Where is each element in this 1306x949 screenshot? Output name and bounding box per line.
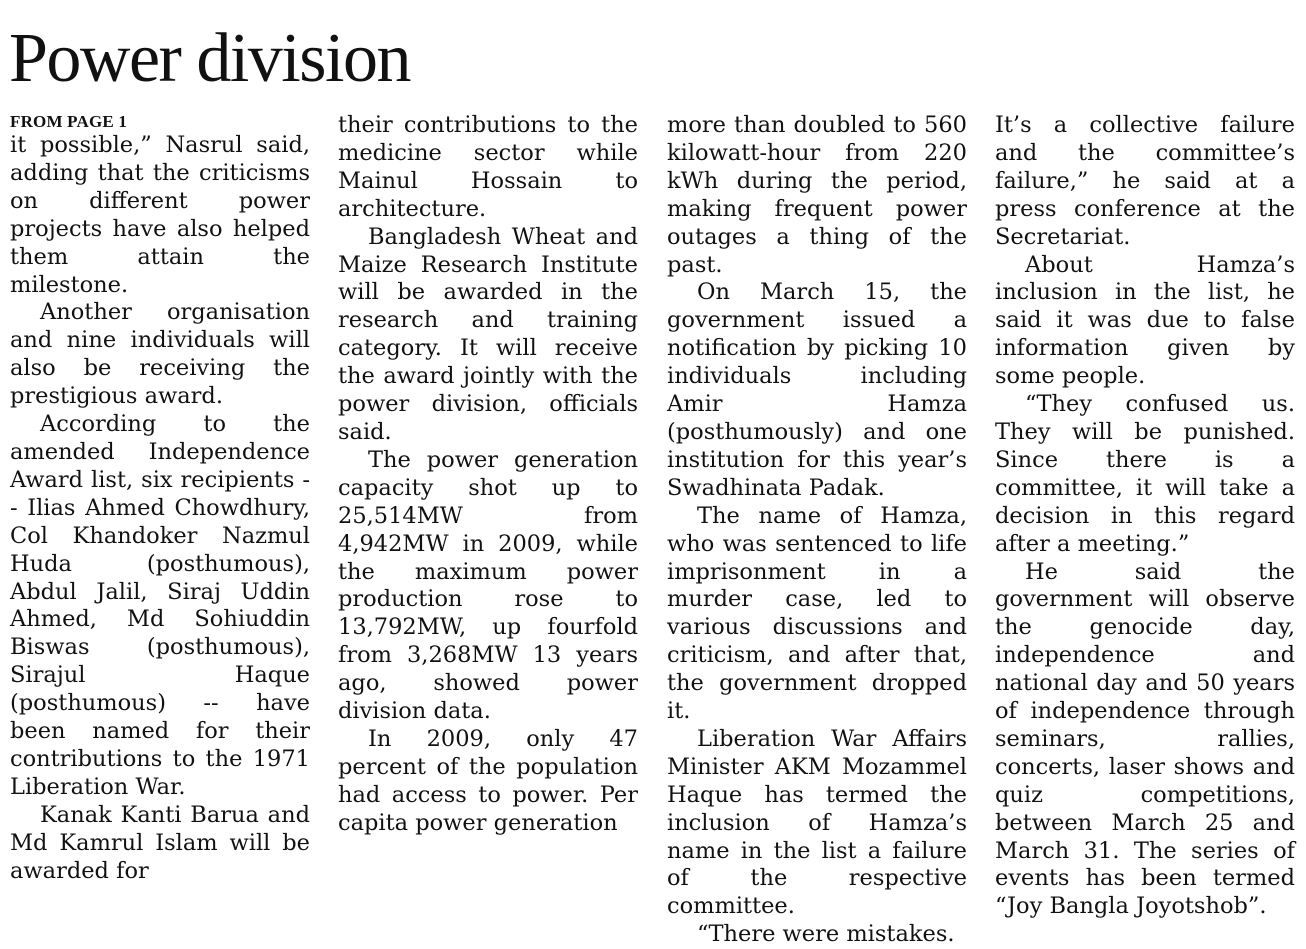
article-column-1: [10, 112, 310, 885]
paragraph: Kanak Kanti Barua and Md Kamrul Islam will be awarded for: [10, 801, 310, 884]
paragraph: it possible,” Nasrul said, adding that the criticisms on different power projects have also helped them attain the milestone.: [10, 132, 310, 298]
paragraph: He said the government will observe the genocide day, independence and national day and 50 years of independence through seminars, rallies, concerts, laser shows and quiz competitions, between March 25 and March 31. The series of events has been termed “Joy Bangla Joyotshob”.: [995, 558, 1295, 920]
paragraph: It’s a collective failure and the committee’s failure,” he said at a press conference at the Secretariat.: [995, 112, 1295, 250]
paragraph: “They confused us. They will be punished. Since there is a committee, it will take a decision in this regard after a meeting.”: [995, 391, 1295, 557]
article-column-2: [338, 112, 638, 838]
paragraph: According to the amended Independence Award list, six recipients -- Ilias Ahmed Chowdhury, Col Khandoker Nazmul Huda (posthumous), Abdul Jalil, Siraj Uddin Ahmed, Md Sohiuddin Biswas (posthumous), Sirajul Haque (posthumous) -- have been named for their contributions to the 1971 Liberation War.: [10, 411, 310, 800]
paragraph: The name of Hamza, who was sentenced to life imprisonment in a murder case, led to various discussions and criticism, and after that, the government dropped it.: [667, 502, 967, 725]
article-column-4: [995, 112, 1295, 921]
paragraph: Bangladesh Wheat and Maize Research Institute will be awarded in the research and training category. It will receive the award jointly with the power division, officials said.: [338, 223, 638, 445]
paragraph: The power generation capacity shot up to 25,514MW from 4,942MW in 2009, while the maximum power production rose to 13,792MW, up fourfold from 3,268MW 13 years ago, showed power division data.: [338, 446, 638, 725]
headline: Power division: [9, 20, 410, 97]
paragraph: In 2009, only 47 percent of the population had access to power. Per capita power generation: [338, 725, 638, 836]
paragraph: more than doubled to 560 kilowatt-hour from 220 kWh during the period, making frequent power outages a thing of the past.: [667, 112, 967, 278]
paragraph: On March 15, the government issued a notification by picking 10 individuals including Amir Hamza (posthumously) and one institution for this year’s Swadhinata Padak.: [667, 279, 967, 501]
paragraph: About Hamza’s inclusion in the list, he said it was due to false information given by some people.: [995, 251, 1295, 390]
paragraph: “There were mistakes.: [697, 921, 955, 948]
paragraph: Another organisation and nine individuals will also be receiving the prestigious award.: [10, 299, 310, 410]
article-column-3: [667, 112, 967, 949]
kicker-from-page-1: FROM PAGE 1: [10, 112, 128, 131]
paragraph: Liberation War Affairs Minister AKM Mozammel Haque has termed the inclusion of Hamza’s name in the list a failure of the respective committee.: [667, 725, 967, 920]
paragraph: their contributions to the medicine sector while Mainul Hossain to architecture.: [338, 112, 638, 222]
